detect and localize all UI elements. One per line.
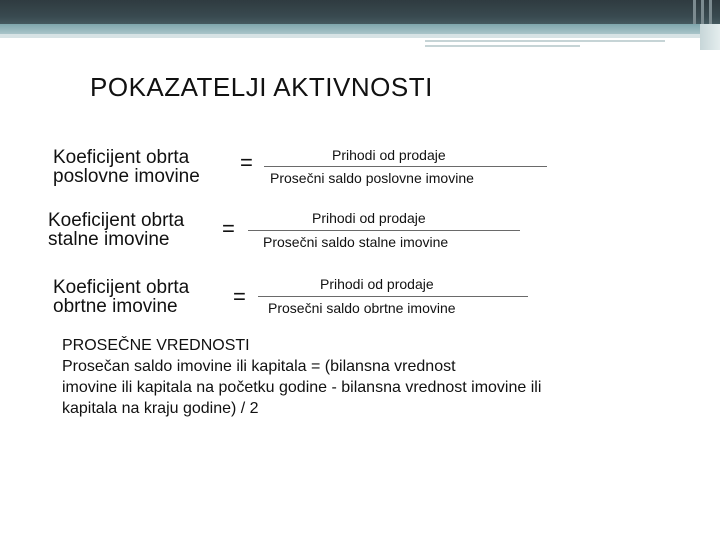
header-accent-line bbox=[425, 45, 580, 47]
formula-numerator: Prihodi od prodaje bbox=[332, 147, 446, 163]
header-stripe bbox=[709, 0, 712, 24]
formula-lhs bbox=[48, 211, 184, 249]
note-heading: PROSEČNE VREDNOSTI bbox=[62, 337, 250, 354]
formula-lhs-line1: Koeficijent obrta bbox=[53, 277, 190, 298]
header-notch bbox=[700, 24, 720, 50]
formula-denominator: Prosečni saldo obrtne imovine bbox=[268, 300, 456, 316]
formula-lhs bbox=[53, 278, 189, 316]
note-line: Prosečan saldo imovine ili kapitala = (bilansna vrednost bbox=[62, 358, 456, 375]
formula-lhs-line1: Koeficijent obrta bbox=[53, 147, 190, 168]
formula-numerator: Prihodi od prodaje bbox=[312, 210, 426, 226]
formula-lhs-line1: Koeficijent obrta bbox=[48, 210, 185, 231]
formula-lhs-line2: stalne imovine bbox=[48, 229, 170, 250]
header-stripe bbox=[693, 0, 696, 24]
note-line: imovine ili kapitala na početku godine - bilansna vrednost imovine ili bbox=[62, 379, 542, 396]
equals-sign: = bbox=[222, 216, 235, 241]
header-bar bbox=[0, 0, 720, 24]
fraction-line bbox=[264, 166, 547, 167]
formula-lhs bbox=[53, 148, 200, 186]
header-accent-bar bbox=[0, 24, 720, 34]
fraction-line bbox=[258, 296, 528, 297]
formula-denominator: Prosečni saldo poslovne imovine bbox=[270, 170, 474, 186]
formula-lhs-line2: obrtne imovine bbox=[53, 296, 178, 317]
formula-lhs-line2: poslovne imovine bbox=[53, 166, 200, 187]
header-light-bar bbox=[0, 34, 720, 38]
fraction-line bbox=[248, 230, 520, 231]
header-stripe bbox=[701, 0, 704, 24]
equals-sign: = bbox=[233, 284, 246, 309]
note-line: kapitala na kraju godine) / 2 bbox=[62, 400, 259, 417]
equals-sign: = bbox=[240, 150, 253, 175]
header-accent-line bbox=[425, 40, 665, 42]
slide-title: POKAZATELJI AKTIVNOSTI bbox=[90, 72, 433, 102]
formula-numerator: Prihodi od prodaje bbox=[320, 276, 434, 292]
formula-denominator: Prosečni saldo stalne imovine bbox=[263, 234, 449, 250]
average-values-note bbox=[62, 335, 622, 419]
